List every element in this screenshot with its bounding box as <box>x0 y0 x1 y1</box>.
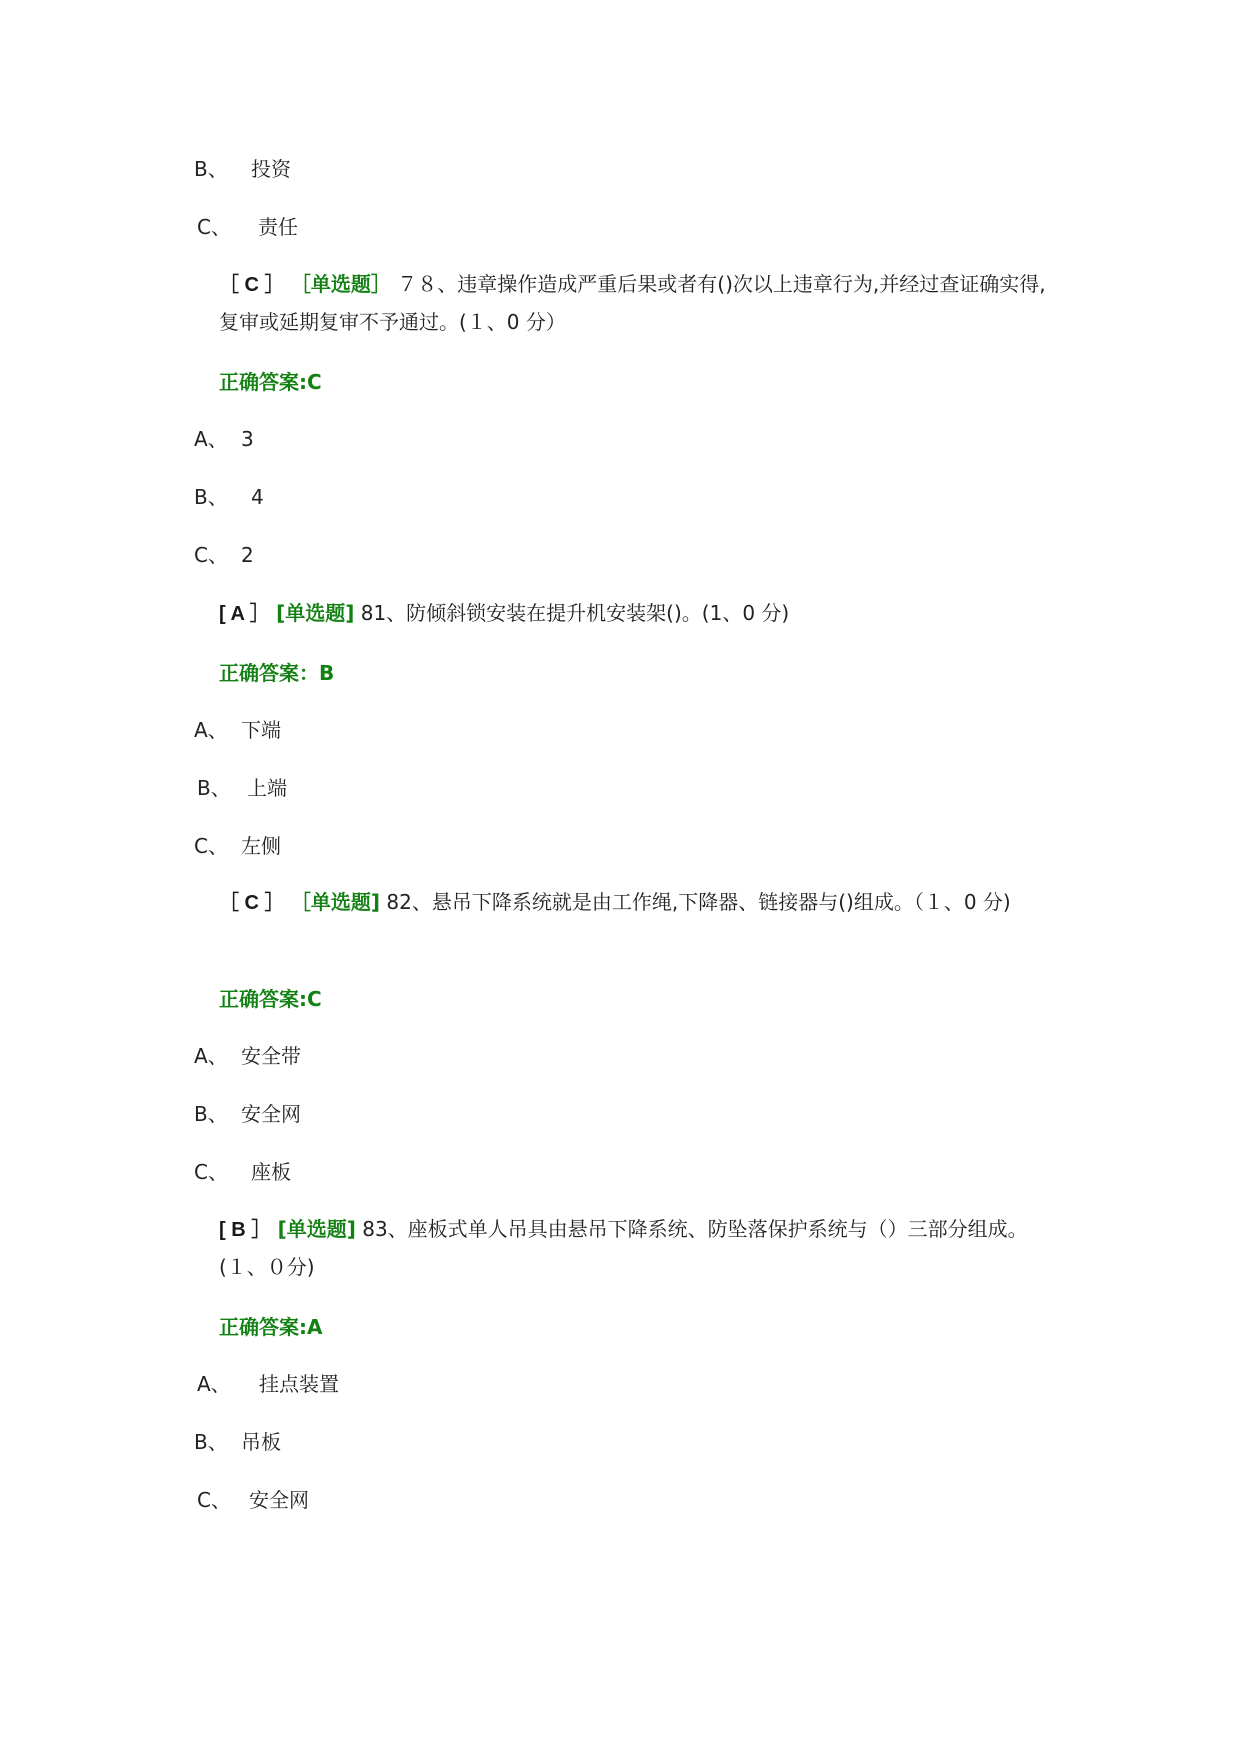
question-type: [单选题] <box>276 601 355 625</box>
option-letter: C、 <box>194 834 228 858</box>
correct-answer: 正确答案:A <box>219 1315 323 1339</box>
option-line <box>197 1371 339 1397</box>
question-mark: ［ C ］ <box>219 274 285 296</box>
option-line <box>194 426 254 452</box>
option-text: 责任 <box>258 215 298 239</box>
option-letter: A、 <box>197 1372 231 1396</box>
correct-answer: 正确答案:C <box>219 370 322 394</box>
question-text: 83、座板式单人吊具由悬吊下降系统、防坠落保护系统与（）三部分组成。(１、０分) <box>219 1217 1028 1279</box>
option-line <box>194 156 291 182</box>
option-letter: B、 <box>194 1430 228 1454</box>
option-letter: C、 <box>197 215 231 239</box>
question-block <box>219 595 1049 633</box>
question-block <box>219 266 1049 341</box>
correct-answer: 正确答案:C <box>219 987 322 1011</box>
option-text: 挂点装置 <box>259 1372 339 1396</box>
question-text: ７８、违章操作造成严重后果或者有()次以上违章行为,并经过查证确实得,复审或延期复审不予通过。(１、0 分） <box>219 272 1046 334</box>
question-text: 82、悬吊下降系统就是由工作绳,下降器、链接器与()组成。（１、0 分) <box>386 890 1011 914</box>
option-text: 上端 <box>247 776 287 800</box>
option-text: 4 <box>251 485 264 509</box>
option-letter: B、 <box>194 485 228 509</box>
option-text: 座板 <box>251 1160 291 1184</box>
option-line <box>194 542 254 568</box>
question-text: 81、防倾斜锁安装在提升机安装架()。(1、0 分) <box>360 601 790 625</box>
option-letter: A、 <box>194 718 228 742</box>
option-text: 左侧 <box>241 834 281 858</box>
option-line <box>194 484 264 510</box>
option-line <box>194 833 281 859</box>
option-text: 安全带 <box>241 1044 301 1068</box>
option-text: 吊板 <box>241 1430 281 1454</box>
question-mark: [ A ］ <box>219 603 270 625</box>
option-line <box>194 717 281 743</box>
question-block <box>219 884 1049 922</box>
option-letter: C、 <box>197 1488 231 1512</box>
option-line <box>194 1159 291 1185</box>
option-text: 安全网 <box>241 1102 301 1126</box>
option-letter: B、 <box>194 1102 228 1126</box>
question-type: ［单选题] <box>290 890 381 914</box>
question-block <box>219 1211 1049 1286</box>
option-line <box>197 775 287 801</box>
question-type: ［单选题］ <box>290 272 391 296</box>
option-letter: A、 <box>194 427 228 451</box>
option-letter: B、 <box>194 157 228 181</box>
option-line <box>194 1429 281 1455</box>
question-mark: [ B ］ <box>219 1219 272 1241</box>
option-line <box>197 214 298 240</box>
option-line <box>194 1101 301 1127</box>
option-letter: B、 <box>197 776 231 800</box>
option-letter: C、 <box>194 543 228 567</box>
correct-answer: 正确答案：B <box>219 661 335 685</box>
option-letter: C、 <box>194 1160 228 1184</box>
option-text: 投资 <box>251 157 291 181</box>
option-text: 2 <box>241 543 254 567</box>
option-letter: A、 <box>194 1044 228 1068</box>
option-text: 安全网 <box>249 1488 309 1512</box>
option-line <box>194 1043 301 1069</box>
option-line <box>197 1487 309 1513</box>
question-mark: ［ C ］ <box>219 892 285 914</box>
option-text: 3 <box>241 427 254 451</box>
option-text: 下端 <box>241 718 281 742</box>
question-type: [单选题] <box>277 1217 356 1241</box>
